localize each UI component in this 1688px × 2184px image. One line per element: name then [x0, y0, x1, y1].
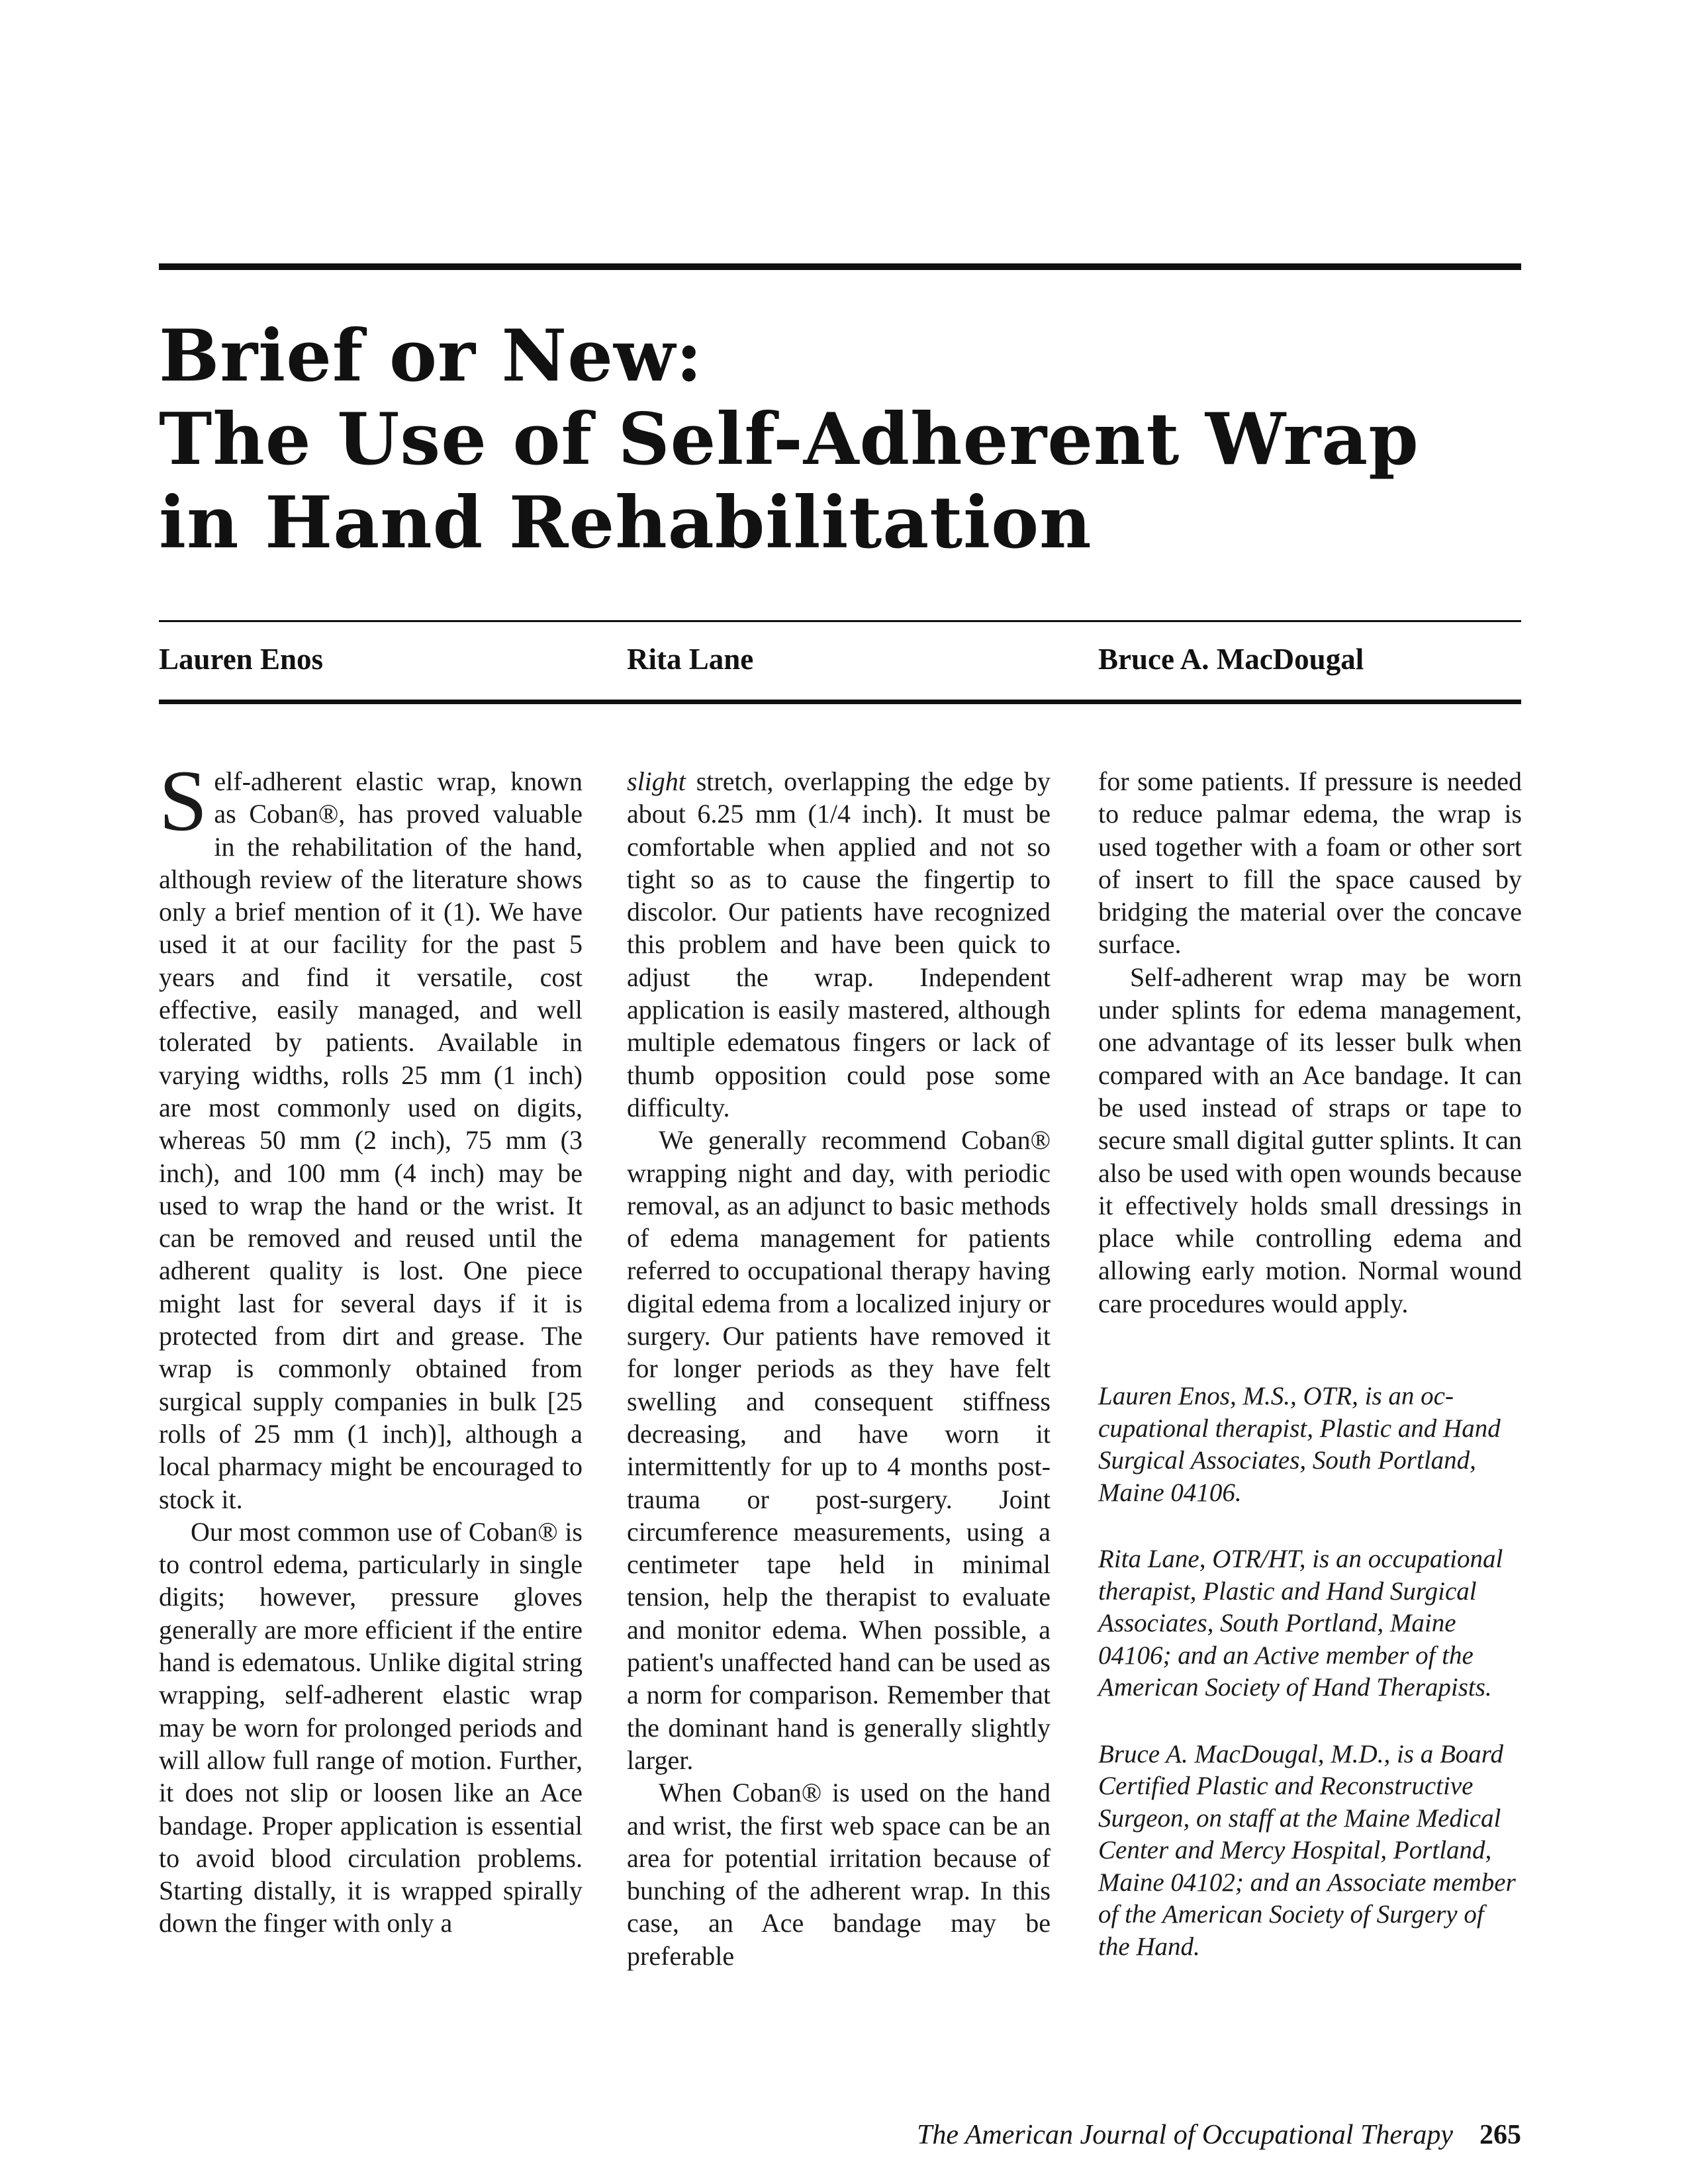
page-footer [907, 2116, 1521, 2154]
text-column-3 [1098, 765, 1522, 1963]
paragraph: for some patients. If pressure is needed to reduce palmar edema, the wrap is used together with a foam or other sort of insert to fill the space caused by bridging the material over the concave surface. [1098, 766, 1522, 960]
author-name: Bruce A. MacDougal [1098, 643, 1364, 676]
text-column-1 [159, 752, 583, 1940]
author-name: Rita Lane [627, 643, 754, 676]
paragraph: We generally recommend Coban® wrapping night and day, with periodic removal, as an adjunct to basic methods of edema management for patients referred to occupational therapy having digital edema from a localized injury or surgery. Our patients have removed it for longer periods as they have felt swelling and consequent stiffness decreasing, and have worn it intermittently for up to 4 months post-trauma or post-surgery. Joint circumference measurements, using a centimeter tape held in minimal tension, help the therapist to evaluate and monitor edema. When possible, a patient's unaffected hand can be used as a norm for comparison. Remember that the dominant hand is generally slightly larger. [627, 1125, 1051, 1775]
paragraph: Our most common use of Coban® is to control edema, particularly in single digits; however, pressure gloves generally are more efficient if the entire hand is edematous. Unlike digital string wrapping, self-adherent elastic wrap may be worn for prolonged periods and will allow full range of motion. Further, it does not slip or loosen like an Ace bandage. Proper application is essential to avoid blood circulation problems. Starting distally, it is wrapped spirally down the finger with only a [159, 1516, 583, 1938]
paragraph [627, 765, 1051, 1124]
author-rule-top [159, 620, 1521, 622]
top-rule [159, 263, 1521, 270]
article-title [159, 314, 1521, 565]
title-line-2: The Use of Self-Adherent Wrap [159, 398, 1419, 481]
author-bio: Bruce A. MacDougal, M.D., is a Board Certified Plastic and Reconstructive Surgeon, on staff at the Maine Medical Center and Mercy Hospital, Portland, Maine 04102; and an Associate member of the American Society of Surgery of the Hand. [1098, 1739, 1516, 1961]
journal-name: The American Journal of Occupational Therapy [917, 2120, 1453, 2150]
emphasis-text: slight [627, 766, 686, 796]
drop-cap: S [159, 752, 208, 849]
author-bio: Lauren Enos, M.S., OTR, is an occupational therapist, Plastic and Hand Surgical Associates, South Portland, Maine 04106. [1098, 1382, 1501, 1507]
title-line-1: Brief or New: [159, 314, 703, 398]
paragraph: When Coban® is used on the hand and wrist, the first web space can be an area for potential irritation because of bunching of the adherent wrap. In this case, an Ace bandage may be preferable [627, 1778, 1051, 1971]
author-name: Lauren Enos [159, 643, 324, 676]
paragraph: Self-adherent wrap may be worn under splints for edema management, one advantage of its lesser bulk when compared with an Ace bandage. It can be used instead of straps or tape to secure small digital gutter splints. It can also be used with open wounds because it effectively holds small dressings in place while controlling edema and allowing early motion. Normal wound care procedures would apply. [1098, 962, 1522, 1318]
paragraph [159, 752, 583, 1516]
text-column-2 [627, 765, 1051, 1972]
title-line-3: in Hand Rehabilitation [159, 481, 1092, 565]
author-rule-bottom [159, 700, 1521, 704]
paragraph-text: elf-adherent elastic wrap, known as Coban®, has proved valuable in the rehabilitation of the hand, although review of the literature shows only a brief mention of it (1). We have used it at our facility for the past 5 years and find it versatile, cost effective, easily managed, and well tolerated by patients. Available in varying widths, rolls 25 mm (1 inch) are most commonly used on digits, whereas 50 mm (2 inch), 75 mm (3 inch), and 100 mm (4 inch) may be used to wrap the hand or the wrist. It can be removed and reused until the adherent quality is lost. One piece might last for several days if it is protected from dirt and grease. The wrap is commonly obtained from surgical supply companies in bulk [25 rolls of 25 mm (1 inch)], although a local pharmacy might be encouraged to stock it. [159, 766, 583, 1514]
page-number: 265 [1479, 2120, 1521, 2150]
author-bio: Rita Lane, OTR/HT, is an occupational therapist, Plastic and Hand Surgical Associates, South Portland, Maine 04106; and an Active member of the American Society of Hand Therapists. [1098, 1545, 1503, 1702]
paragraph-text: stretch, overlapping the edge by about 6.25 mm (1/4 inch). It must be comfortable when applied and not so tight so as to cause the fingertip to discolor. Our patients have recognized this problem and have been quick to adjust the wrap. Independent application is easily mastered, although multiple edematous fingers or lack of thumb opposition could pose some difficulty. [627, 766, 1051, 1122]
